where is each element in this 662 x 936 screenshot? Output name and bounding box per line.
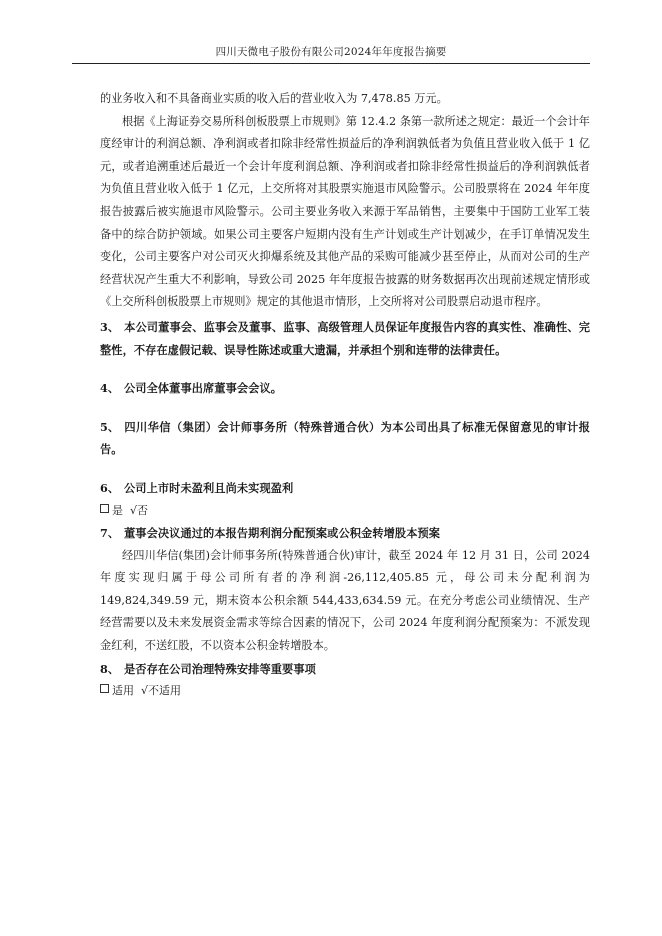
item-6-options [100,500,590,523]
header-title: 四川天微电子股份有限公司2024年年度报告摘要 [215,46,447,58]
spacer [100,400,590,416]
item-6-text: 公司上市时未盈利且尚未实现盈利 [124,480,294,495]
paragraph-delisting-rule: 根据《上海证券交易所科创板股票上市规则》第 12.4.2 条第一款所述之规定：最近一个会计年度经审计的利润总额、净利润或者扣除非经常性损益后的净利润孰低者为负值且营业收入低于 1 亿元，或者追溯重述后最近一个会计年度利润总额、净利润或者扣除非经常性损益后的净利润孰低者为负值且营业收入低于 1 亿元，上交所将对其股票实施退市风险警示。公司股票将在 2024 年年度报告披露后被实施退市风险警示。公司主要业务收入来源于军品销售，主要集中于国防工业军工装备中的综合防护领域。如果公司主要客户短期内没有生产计划或生产计划减少，在手订单情况发生变化，公司主要客户对公司灭火抑爆系统及其他产品的采购可能减少甚至停止，从而对公司的生产经营状况产生重大不利影响，导致公司 2025 年年度报告披露的财务数据再次出现前述规定情形或《上交所科创板股票上市规则》规定的其他退市情形，上交所将对公司股票启动退市程序。 [100,114,590,309]
page-header [72,44,590,64]
item-3-heading [100,316,590,361]
item-7-text: 董事会决议通过的本报告期利润分配预案或公积金转增股本预案 [124,526,441,541]
item-7-number: 7、 [100,526,120,541]
item-4-text: 公司全体董事出席董事会会议。 [124,381,283,396]
item-6-option-no: √否 [130,503,149,517]
item-8-option-not-applicable: √不适用 [141,684,182,698]
item-6-option-yes: 是 [112,503,123,517]
spacer [100,361,590,377]
item-8-heading [100,658,590,681]
item-5-heading [100,416,590,461]
item-8-text: 是否存在公司治理特殊安排等重要事项 [124,661,316,676]
item-4-number: 4、 [100,381,120,396]
item-8-options [100,680,590,703]
paragraph-profit-distribution: 经四川华信(集团)会计师事务所(特殊普通合伙)审计，截至 2024 年 12 月 31 日，公司 2024 年度实现归属于母公司所有者的净利润-26,112,405.85 元，母公司未分配利润为 149,824,349.59 元，期末资本公积余额 544,433,634.59 元。在充分考虑公司业绩情况、生产经营需要以及未来发展资金需求等综合因素的情况下，公司 2024 年度利润分配预案为：不派发现金红利，不送红股，不以资本公积金转增股本。 [100,548,590,653]
item-5-text: 四川华信（集团）会计师事务所（特殊普通合伙）为本公司出具了标准无保留意见的审计报告。 [100,419,590,457]
item-6-number: 6、 [100,480,120,495]
paragraph-intro: 的业务收入和不具备商业实质的收入后的营业收入为 7,478.85 万元。 [100,92,448,105]
item-5-number: 5、 [100,419,120,434]
checkbox-unchecked-icon [100,684,109,693]
item-8-option-applicable: 适用 [112,684,134,698]
checkbox-unchecked-icon [100,504,109,513]
item-8-number: 8、 [100,661,120,676]
spacer [100,461,590,477]
item-4-heading [100,377,590,400]
item-7-heading [100,522,590,545]
document-body [100,88,590,703]
item-6-heading [100,477,590,500]
item-3-text: 本公司董事会、监事会及董事、监事、高级管理人员保证年度报告内容的真实性、准确性、完整性，不存在虚假记载、误导性陈述或重大遗漏，并承担个别和连带的法律责任。 [100,319,590,357]
item-3-number: 3、 [100,319,120,334]
